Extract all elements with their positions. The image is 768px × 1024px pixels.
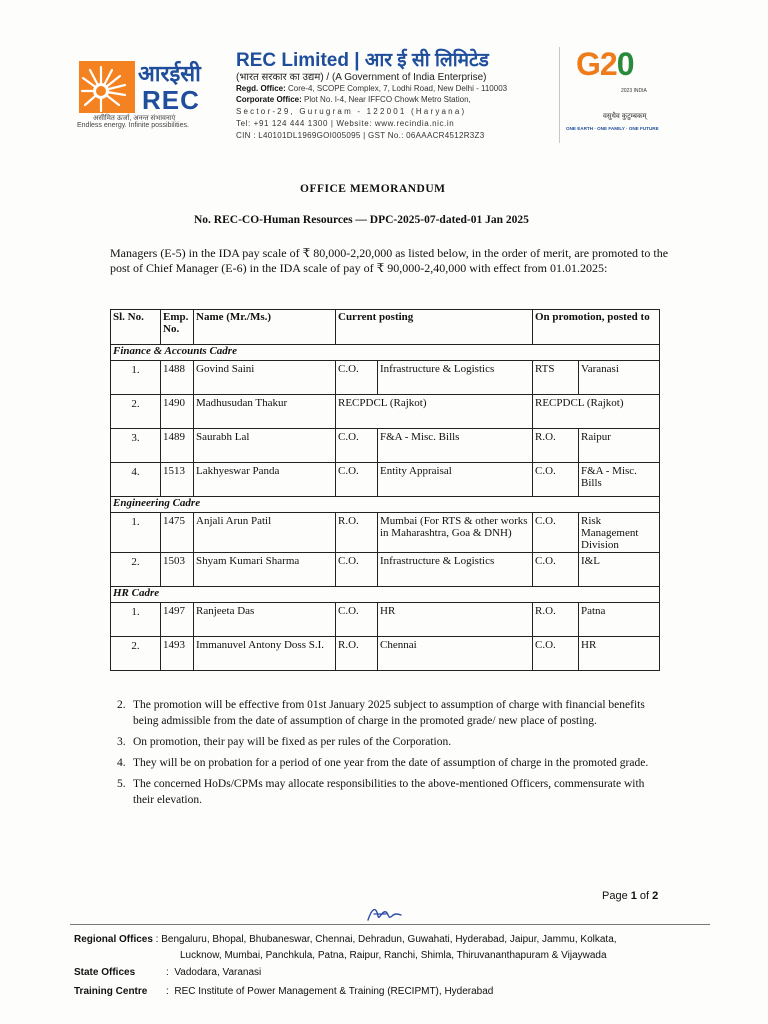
g20-motto: ONE EARTH · ONE FAMILY · ONE FUTURE: [566, 126, 659, 131]
cell-sl: 2.: [111, 637, 161, 671]
cell-cur-office: R.O.: [336, 513, 378, 553]
cell-cur-dept: F&A - Misc. Bills: [378, 429, 533, 463]
paragraph-number: 4.: [117, 757, 126, 769]
cell-cur-office: C.O.: [336, 553, 378, 587]
promotion-table: [110, 309, 660, 671]
regd-label: Regd. Office:: [236, 84, 286, 93]
header-emp-no: Emp. No.: [161, 310, 194, 345]
regional-offices-line2: Lucknow, Mumbai, Panchkula, Patna, Raipur, Ranchi, Shimla, Thiruvananthapuram & Vijaywada: [180, 950, 607, 961]
regd-address: Core-4, SCOPE Complex, 7, Lodhi Road, New Delhi - 110003: [288, 84, 508, 93]
table-row: [111, 637, 660, 671]
header-sl-no: Sl. No.: [111, 310, 161, 345]
cell-new-office: C.O.: [533, 513, 579, 553]
header-current-posting: Current posting: [336, 310, 533, 345]
cell-emp: 1489: [161, 429, 194, 463]
cell-new-office: C.O.: [533, 553, 579, 587]
cell-sl: 2.: [111, 395, 161, 429]
paragraph: [117, 697, 665, 729]
cell-sl: 1.: [111, 513, 161, 553]
cell-new-dept: Risk Management Division: [579, 513, 660, 553]
corporate-office: [236, 95, 471, 104]
table-row: [111, 361, 660, 395]
cell-cur-office: C.O.: [336, 361, 378, 395]
g20-lotus-icon: 0: [616, 46, 634, 82]
rec-sun-logo-icon: [79, 61, 135, 113]
company-subtitle: (भारत सरकार का उद्यम) / (A Government of India Enterprise): [236, 72, 487, 83]
cell-sl: 1.: [111, 361, 161, 395]
regional-offices-colon: :: [152, 934, 162, 945]
cell-emp: 1475: [161, 513, 194, 553]
memo-paragraphs: [117, 697, 665, 813]
cell-emp: 1493: [161, 637, 194, 671]
cell-cur-office: C.O.: [336, 463, 378, 497]
memo-number: No. REC-CO-Human Resources — DPC-2025-07-dated-01 Jan 2025: [194, 214, 529, 226]
table-header-row: [111, 310, 660, 345]
cell-sl: 3.: [111, 429, 161, 463]
cell-new-dept: Patna: [579, 603, 660, 637]
section-row: [111, 345, 660, 361]
handwritten-signature-icon: [364, 902, 404, 931]
cell-new-dept: I&L: [579, 553, 660, 587]
logo-rec-text: REC: [142, 85, 200, 115]
table-row: [111, 395, 660, 429]
paragraph-text: They will be on probation for a period of one year from the date of assumption of charge in the promoted grade.: [133, 757, 649, 769]
section-title: Engineering Cadre: [111, 497, 660, 513]
regional-offices: [74, 934, 617, 945]
paragraph-number: 3.: [117, 736, 126, 748]
cell-cur-office: R.O.: [336, 637, 378, 671]
state-offices: [74, 967, 135, 978]
paragraph-number: 5.: [117, 778, 126, 790]
registered-office: [236, 84, 507, 93]
cell-sl: 4.: [111, 463, 161, 497]
cell-emp: 1490: [161, 395, 194, 429]
header-on-promotion: On promotion, posted to: [533, 310, 660, 345]
cell-name: Shyam Kumari Sharma: [194, 553, 336, 587]
paragraph: [117, 776, 665, 808]
cell-new-office: RTS: [533, 361, 579, 395]
memo-title: OFFICE MEMORANDUM: [300, 183, 446, 195]
cell-cur-office: C.O.: [336, 429, 378, 463]
cell-name: Lakhyeswar Panda: [194, 463, 336, 497]
cell-new-office: R.O.: [533, 603, 579, 637]
logo-hindi-text: आरईसी: [138, 61, 201, 86]
section-title: Finance & Accounts Cadre: [111, 345, 660, 361]
table-row: [111, 463, 660, 497]
corp-label: Corporate Office:: [236, 95, 302, 104]
paragraph-text: The concerned HoDs/CPMs may allocate responsibilities to the above-mentioned Officers, commensurate with their elevation.: [133, 778, 645, 806]
paragraph-text: On promotion, their pay will be fixed as per rules of the Corporation.: [133, 736, 452, 748]
cell-cur-dept: Entity Appraisal: [378, 463, 533, 497]
cell-emp: 1503: [161, 553, 194, 587]
training-centre-value: : REC Institute of Power Management & Training (RECIPMT), Hyderabad: [166, 986, 494, 997]
page-total: 2: [652, 890, 659, 902]
company-name: REC Limited | आर ई सी लिमिटेड: [236, 50, 489, 71]
tagline-hindi: असीमित ऊर्जा, अनन्त संभावनाएं: [93, 115, 176, 122]
paragraph-text: The promotion will be effective from 01st January 2025 subject to assumption of charge with financial benefits being admissible from the date of assumption of charge in the promoted grade/ new place of posting.: [133, 699, 645, 727]
cell-cur-office: C.O.: [336, 603, 378, 637]
state-offices-label: State Offices: [74, 967, 136, 978]
cell-cur-dept: Chennai: [378, 637, 533, 671]
tagline: Endless energy. Infinite possibilities.: [77, 122, 189, 129]
cell-cur-dept: Mumbai (For RTS & other works in Maharashtra, Goa & DNH): [378, 513, 533, 553]
table-row: [111, 513, 660, 553]
cell-cur-posting: RECPDCL (Rajkot): [336, 395, 533, 429]
cell-new-office: C.O.: [533, 637, 579, 671]
cell-name: Govind Saini: [194, 361, 336, 395]
cell-emp: 1513: [161, 463, 194, 497]
cell-name: Ranjeeta Das: [194, 603, 336, 637]
cell-emp: 1488: [161, 361, 194, 395]
header-divider: [559, 47, 560, 143]
cell-new-dept: Varanasi: [579, 361, 660, 395]
cell-new-office: R.O.: [533, 429, 579, 463]
section-title: HR Cadre: [111, 587, 660, 603]
cin-gst-line: CIN : L40101DL1969GOI005095 | GST No.: 06AAACR4512R3Z3: [236, 131, 485, 140]
section-row: [111, 587, 660, 603]
memo-intro: Managers (E-5) in the IDA pay scale of ₹ 80,000-2,20,000 as listed below, in the order of merit, are promoted to the post of Chief Manager (E-6) in the IDA scale of pay of ₹ 90,000-2,40,000 with effect from 01.01.2025:: [110, 246, 669, 275]
g20-india-text: 2023 INDIA: [621, 88, 647, 94]
section-row: [111, 497, 660, 513]
g20-logo: G20: [576, 46, 634, 82]
paragraph: [117, 755, 665, 771]
cell-name: Anjali Arun Patil: [194, 513, 336, 553]
corp-address-2: Sector-29, Gurugram - 122001 (Haryana): [236, 107, 467, 116]
corp-address-1: Plot No. I-4, Near IFFCO Chowk Metro Station,: [304, 95, 471, 104]
training-centre: [74, 986, 147, 997]
g20-motto-hindi: वसुधैव कुटुम्बकम्: [603, 113, 647, 120]
cell-new-dept: F&A - Misc. Bills: [579, 463, 660, 497]
page-number: Page 1 of 2: [602, 890, 659, 902]
cell-cur-dept: Infrastructure & Logistics: [378, 553, 533, 587]
table-row: [111, 429, 660, 463]
cell-new-dept: Raipur: [579, 429, 660, 463]
cell-new-posting: RECPDCL (Rajkot): [533, 395, 660, 429]
cell-sl: 1.: [111, 603, 161, 637]
page-current: 1: [630, 890, 637, 902]
regional-offices-line1: Bengaluru, Bhopal, Bhubaneswar, Chennai, Dehradun, Guwahati, Hyderabad, Jaipur, Jammu, Kolkata,: [161, 934, 617, 945]
cell-name: Immanuvel Antony Doss S.I.: [194, 637, 336, 671]
paragraph: [117, 734, 665, 750]
table-row: [111, 603, 660, 637]
cell-new-dept: HR: [579, 637, 660, 671]
contact-line: Tel: +91 124 444 1300 | Website: www.recindia.nic.in: [236, 119, 455, 128]
paragraph-number: 2.: [117, 699, 126, 711]
footer-divider: [70, 924, 710, 925]
training-centre-label: Training Centre: [74, 986, 148, 997]
cell-cur-dept: HR: [378, 603, 533, 637]
cell-cur-dept: Infrastructure & Logistics: [378, 361, 533, 395]
cell-new-office: C.O.: [533, 463, 579, 497]
cell-sl: 2.: [111, 553, 161, 587]
cell-name: Madhusudan Thakur: [194, 395, 336, 429]
cell-emp: 1497: [161, 603, 194, 637]
state-offices-value: : Vadodara, Varanasi: [166, 967, 262, 978]
cell-name: Saurabh Lal: [194, 429, 336, 463]
regional-offices-label: Regional Offices: [74, 934, 153, 945]
table-row: [111, 553, 660, 587]
header-name: Name (Mr./Ms.): [194, 310, 336, 345]
